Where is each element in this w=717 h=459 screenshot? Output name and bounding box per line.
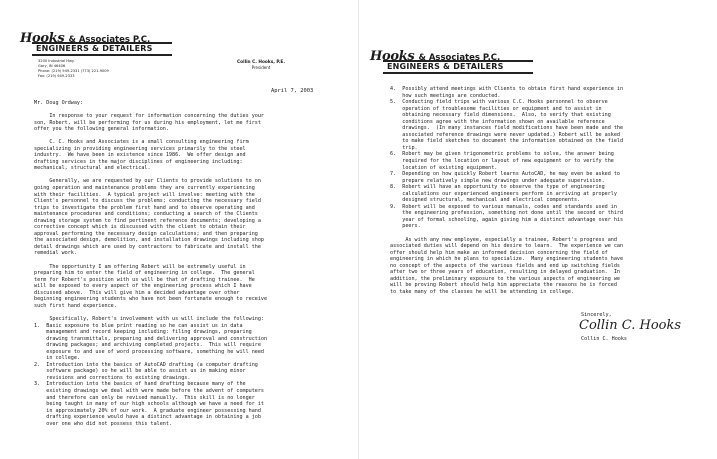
body-line: 4. Possibly attend meetings with Clients to obtain first hand experience in [390, 86, 624, 92]
body-line: offer should help him make an informed decision concerning the field of [390, 249, 608, 256]
body-line: specializing in providing engineering services primarily to the steel [34, 145, 246, 152]
body-line: exposure to and use of word processing software, something he will need [34, 348, 265, 355]
logo-firm-suffix: & Associates P.C. [418, 53, 501, 63]
body-line: being taught in many of our high schools although we have a need for it [34, 401, 265, 408]
body-line: peers. [390, 223, 421, 230]
body-line: associated duties will depend on his desire to learn. The experience we can [390, 243, 624, 250]
body-line: drawing transmittals, preparing and delivering approval and construction [34, 335, 268, 342]
body-line: trip. [390, 144, 418, 151]
body-line: Generally, we are requested by our Clients to provide solutions to on [34, 178, 261, 185]
body-line: the engineering profession, something not done until the second or third [390, 210, 624, 217]
body-line: 9. Robert will be exposed to various manuals, codes and standards used in [390, 203, 617, 210]
body-line: calculations our experienced engineers perform in arriving at properly [390, 190, 617, 197]
body-line: prepare relatively simple new drawings under adequate supervision. [390, 177, 605, 184]
body-line: no concept of the aspects of the various fields and end up switching fields [390, 262, 621, 269]
firm-tagline: ENGINEERS & DETAILERS [36, 44, 153, 53]
officer-block [226, 60, 296, 70]
letterhead-rule-bottom [383, 72, 533, 74]
address-line: Gary, IN 46406 [38, 64, 66, 68]
body-line: term for Robert's position with us will be that of drafting trainee. He [34, 276, 255, 283]
body-line: discussed above. This will give him a decided advantage over other [34, 289, 240, 296]
body-line: in approximately 20% of our work. A graduate engineer possessing hand [34, 407, 261, 414]
letter-page-1 [0, 0, 358, 459]
body-line: detail drawings which are used by contractors to fabricate and install the [34, 243, 261, 250]
firm-tagline: ENGINEERS & DETAILERS [387, 62, 504, 71]
firm-address [38, 59, 109, 79]
body-line: will be proving Robert should help him appreciate the reasons he is forced [390, 282, 617, 289]
body-line: 7. Depending on how quickly Robert learns AutoCAD, he may even be asked to [390, 171, 621, 178]
address-line: Fax: (219) 949-2333 [38, 74, 75, 78]
body-line: 1. Basic exposure to blue print reading so he can assist us in data [34, 322, 243, 329]
body-line: preparing him to enter the field of engineering in college. The general [34, 270, 255, 277]
body-line: 2. Introduction into the basics of AutoCAD drafting (a computer drafting [34, 361, 258, 368]
letter-page-2 [359, 0, 717, 459]
body-line: son, Robert, will be performing for us during his employment, let me first [34, 119, 261, 126]
body-line: In response to your request for information concerning the duties your [34, 113, 265, 119]
body-line: to take many of the classes he will be attending in college. [390, 288, 575, 295]
body-line: going operation and maintenance problems they are currently experiencing [34, 185, 255, 192]
letterhead-rule-bottom [32, 54, 172, 56]
body-line: offer you the following general information. [34, 126, 169, 133]
body-line: drafting services in the major disciplines of engineering including: [34, 158, 243, 165]
body-line: 8. Robert will have an opportunity to observe the type of engineering [390, 184, 605, 191]
body-line: software package) so he will be able to assist us in making minor [34, 368, 246, 375]
body-line: drafting experience would have a distinct advantage in obtaining a job [34, 414, 261, 421]
body-line: associated reference drawings were never updated.) Robert will be asked [390, 131, 621, 138]
body-line: addition, the preliminary exposure to the various aspects of engineering we [390, 275, 621, 282]
body-line: As with any new employee, especially a trainee, Robert's progress and [390, 236, 617, 243]
body-line: Client's personnel to discuss the problems; conducting the necessary field [34, 198, 261, 205]
body-line: remedial work. [34, 250, 77, 257]
salutation: Mr. Doug Ordway: [34, 100, 84, 106]
body-line: 5. Conducting field trips with various C.C. Hooks personnel to observe [390, 99, 608, 106]
logo-firm-name: Hooks [370, 49, 415, 64]
body-line: Specifically, Robert's involvement with us will include the following: [34, 315, 265, 322]
body-line: C. C. Hooks and Associates is a small consulting engineering firm [34, 139, 249, 146]
body-line: drawing packages; and archiving completed projects. This will require [34, 342, 261, 349]
body-line: to make field sketches to document the information obtained on the field [390, 138, 624, 145]
body-line: maintenance procedures and conditions; conducting a search of the Clients [34, 211, 258, 218]
officer-title: President [251, 65, 271, 70]
body-line: obtaining necessary field dimensions. Also, to verify that existing [390, 112, 611, 119]
body-line: engineering in which he plans to specialize. Many engineering students have [390, 256, 624, 263]
body-line: The opportunity I am offering Robert will be extremely useful in [34, 263, 246, 270]
body-line: trips to investigate the problem first hand and to observe operating and [34, 204, 255, 211]
body-line: management and record keeping including: filing drawings, preparing [34, 329, 252, 336]
signer-name: Collin C. Hooks [581, 336, 628, 342]
body-line: required for the location or layout of new equipment or to verify the [390, 158, 614, 165]
body-line: how such meetings are conducted. [390, 92, 501, 99]
address-line: 3200 Industrial Hwy. [38, 59, 75, 63]
body-line: drawings. (In many instances field modifications have been made and the [390, 125, 624, 132]
body-line: existing drawings we deal with were made before the advent of computers [34, 387, 265, 394]
body-line: the associated design, demolition, and installation drawings including shop [34, 237, 265, 244]
body-line: industry. We have been in existence since 1986. We offer design and [34, 152, 246, 159]
closing: Sincerely, [581, 312, 612, 318]
logo-firm-name: Hooks [20, 31, 65, 46]
address-line: Phone: (219) 949-2331 (773) 221-9009 [38, 69, 109, 73]
letter-body-page-2 [390, 86, 623, 296]
body-line: will be exposed to every aspect of the engineering process which I have [34, 283, 252, 290]
logo-firm-suffix: & Associates P.C. [68, 35, 151, 45]
body-line: conditions agree with the information shown on available reference [390, 118, 605, 125]
letter-body-page-1 [34, 113, 267, 427]
officer-name: Collin C. Hooks, P.E. [237, 60, 285, 65]
body-line: operation of troublesome facilities or equipment and to assist in [390, 105, 602, 112]
body-line: corrective concept which is discussed with the client to obtain their [34, 224, 246, 231]
body-line: such first hand experience. [34, 302, 117, 309]
body-line: beginning engineering students who have not been fortunate enough to receive [34, 296, 268, 303]
body-line: 6. Robert may be given trigonometric problems to solve, the answer being [390, 151, 614, 158]
body-line: 3. Introduction into the basics of hand drafting because many of the [34, 381, 246, 388]
body-line: revisions and corrections to existing drawings. [34, 374, 191, 381]
body-line: after two or three years of education, resulting in delayed graduation. In [390, 269, 621, 276]
body-line: approval performing the necessary design calculations; and then preparing [34, 230, 258, 237]
body-line: over one who did not possess this talent. [34, 420, 173, 427]
body-line: designed structural, mechanical and electrical components. [390, 197, 581, 204]
body-line: location of existing equipment. [390, 164, 498, 171]
body-line: drawing storage system to find pertinent reference documents; developing a [34, 217, 261, 224]
body-line: mechanical, structural and electrical. [34, 165, 151, 172]
letter-date: April 7, 2003 [271, 88, 314, 94]
handwritten-signature: Collin C. Hooks [579, 318, 682, 333]
body-line: in college. [34, 355, 81, 362]
body-line: with their facilities. A typical project will involve: meeting with the [34, 191, 255, 198]
body-line: and therefore can only be revised manually. This skill is no longer [34, 394, 255, 401]
body-line: year of formal schooling, again giving him a distinct advantage over his [390, 216, 624, 223]
